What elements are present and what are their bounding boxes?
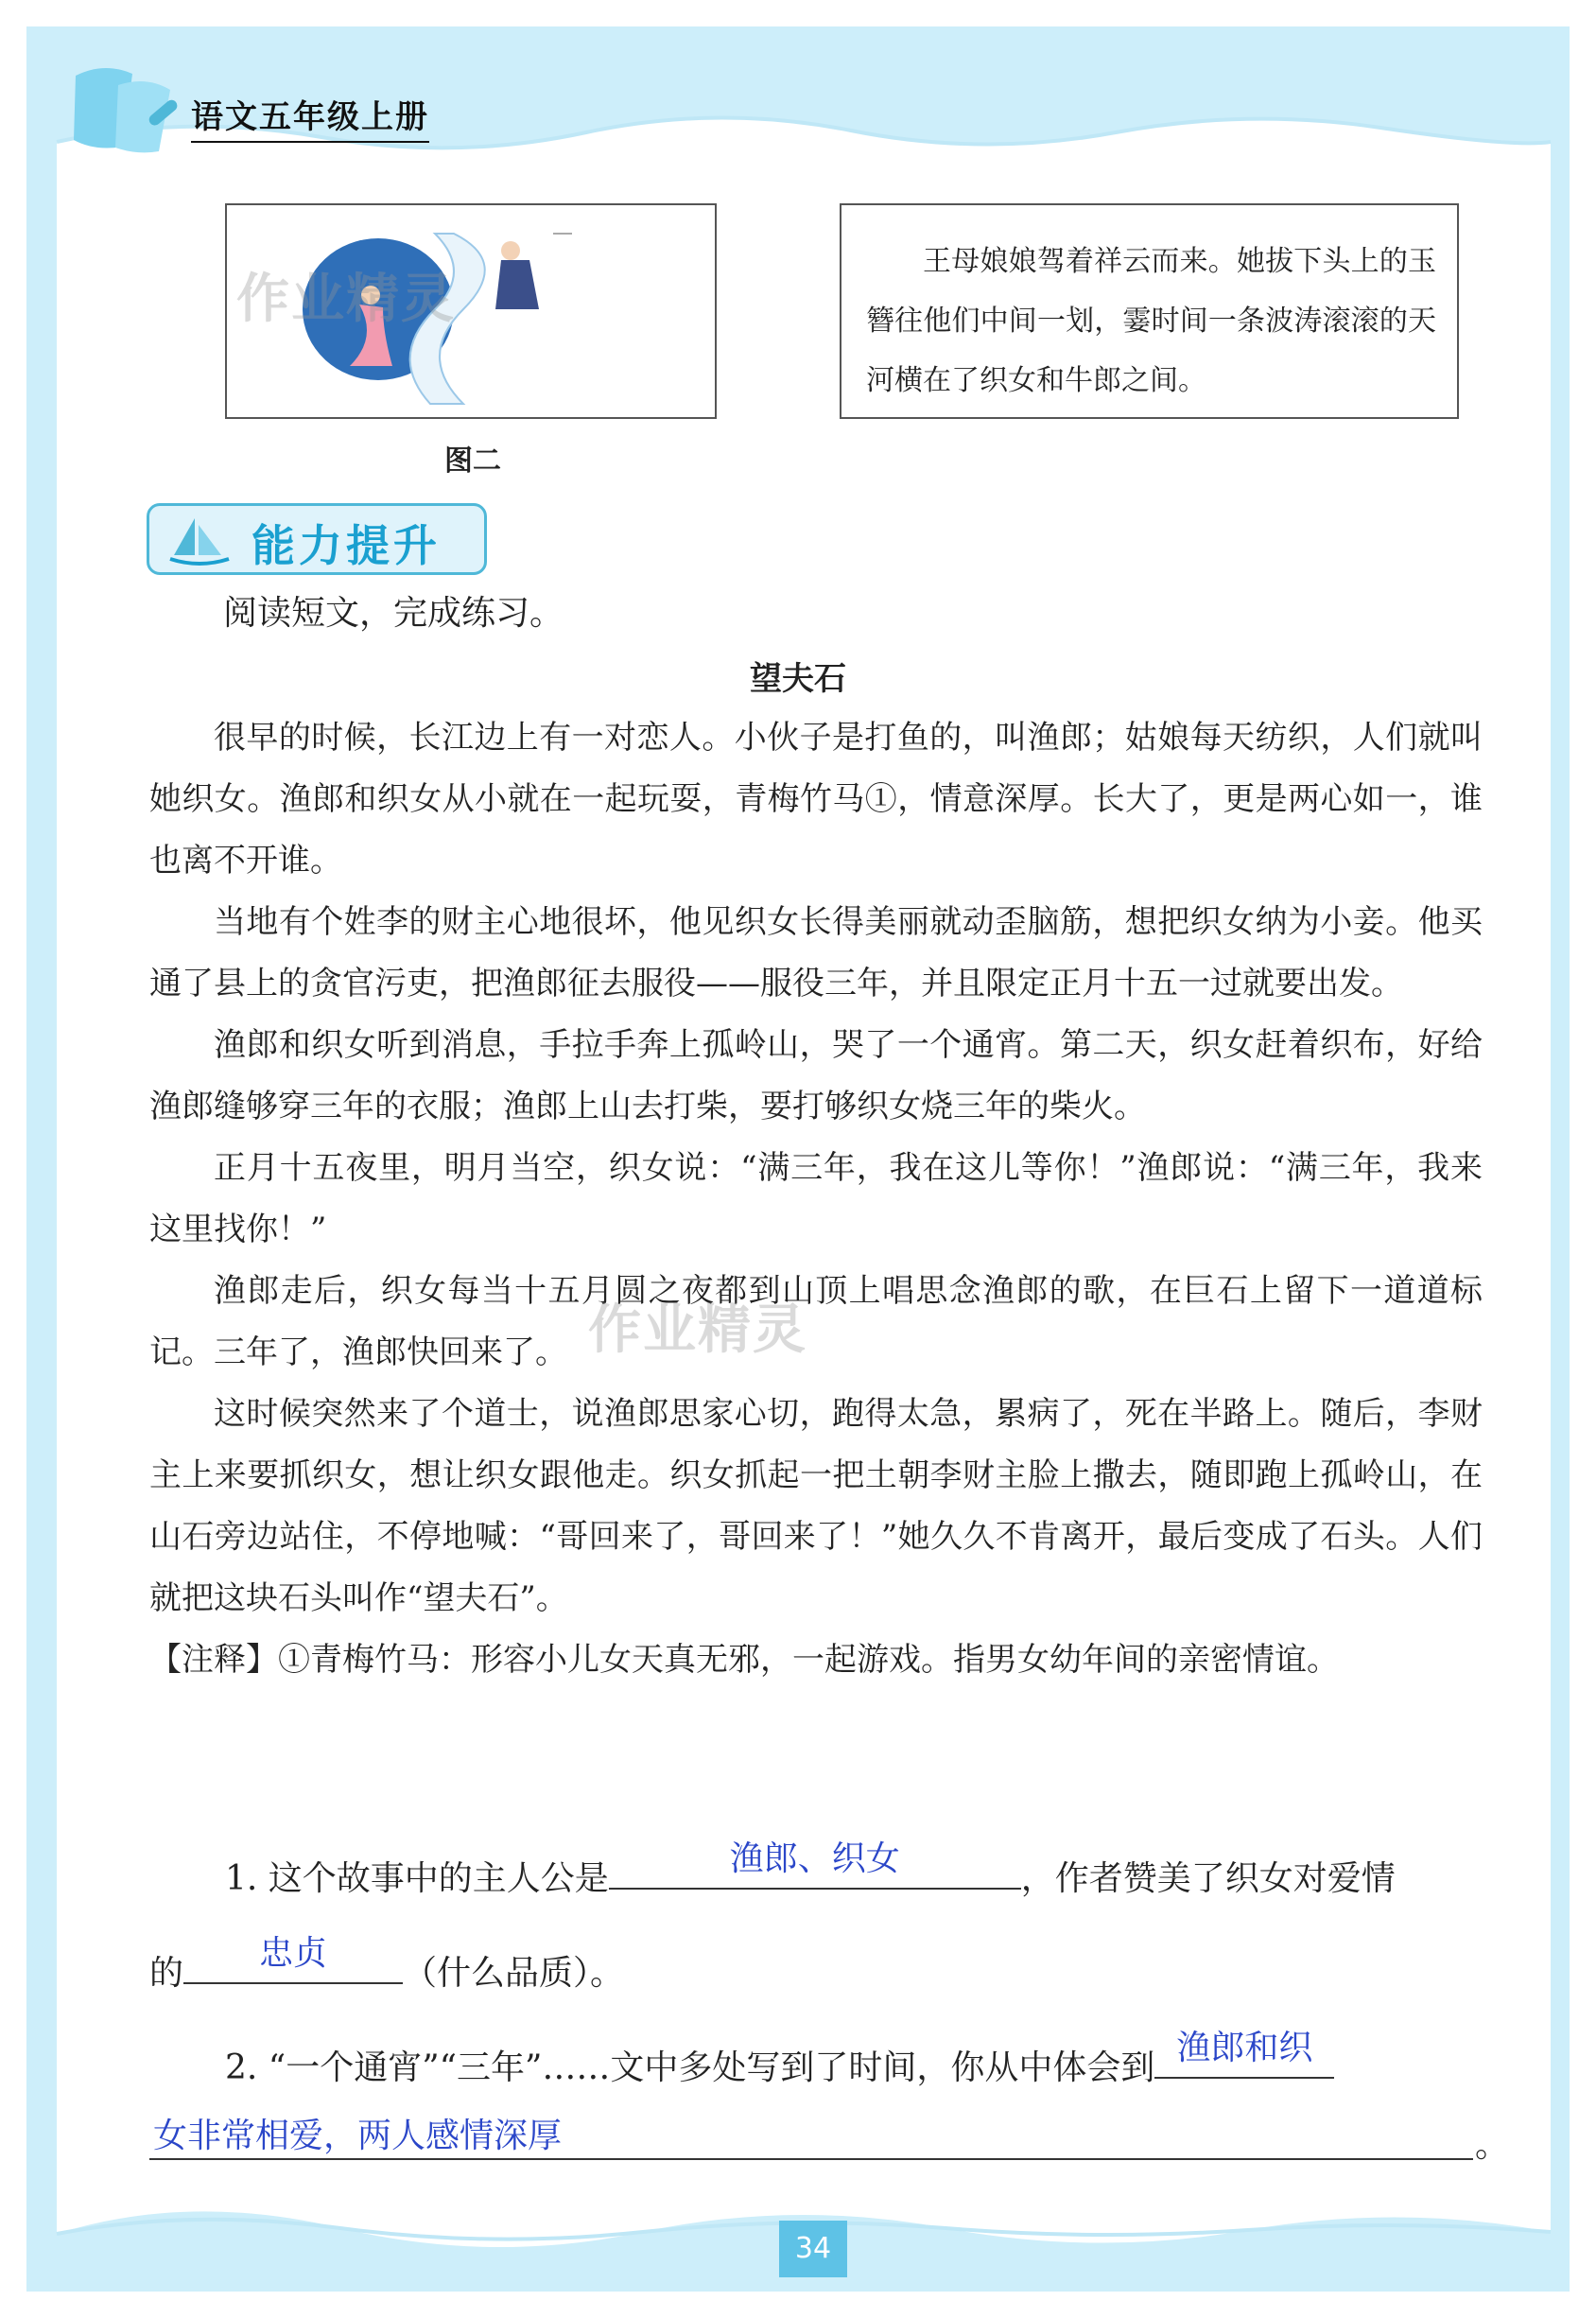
question-1-line-2 [149,1934,625,1995]
answer-protagonists: 渔郎、织女 [729,1839,900,1878]
question-1-middle: ，作者赞美了织女对爱情 [1020,1859,1396,1898]
story-paragraph: 渔郎和织女听到消息，手拉手奔上孤岭山，哭了一个通宵。第二天，织女赶着织布，好给渔郎缝够穿三年的衣服；渔郎上山去打柴，要打够织女烧三年的柴火。 [149,1026,1483,1125]
figure-caption: 图二 [444,444,501,478]
section-banner [147,503,487,575]
story-paragraph: 这时候突然来了个道士，说渔郎思家心切，跑得太急，累病了，死在半路上。随后，李财主上来要抓织女，想让织女跟他走。织女抓起一把土朝李财主脸上撒去，随即跑上孤岭山，在山石旁边站住，不停地喊：“哥回来了，哥回来了！”她久久不肯离开，最后变成了石头。人们就把这块石头叫作“望夫石”。 [149,1395,1483,1617]
book-title: 语文五年级上册 [191,91,429,143]
question-1-line2-prefix: 的 [149,1954,184,1993]
answer-blank-feeling-part2[interactable] [149,2158,1473,2160]
story-paragraph: 渔郎走后，织女每当十五月圆之夜都到山顶上唱思念渔郎的歌，在巨石上留下一道道标记。三年了，渔郎快回来了。 [149,1272,1483,1371]
publisher-logo-icon [66,57,189,161]
answer-blank-quality[interactable] [183,1934,403,1984]
sailboat-icon [166,514,233,570]
story-paragraph: 很早的时候，长江边上有一对恋人。小伙子是打鱼的，叫渔郎；姑娘每天纺织，人们就叫她织女。渔郎和织女从小就在一起玩耍，青梅竹马①，情意深厚。长大了，更是两心如一，谁也离不开谁。 [149,719,1483,880]
question-2-end: 。 [1475,2126,1510,2165]
question-1-prefix: 1. 这个故事中的主人公是 [225,1859,609,1898]
answer-feeling-part1: 渔郎和织 [1176,2029,1313,2067]
answer-blank-protagonists[interactable] [609,1839,1021,1890]
story-paragraph: 正月十五夜里，明月当空，织女说：“满三年，我在这儿等你！”渔郎说：“满三年，我来这里找你！” [149,1149,1483,1248]
question-2-line-1 [225,2029,1334,2089]
question-1-line-1 [225,1839,1396,1900]
illustration-frame [225,203,717,419]
section-title: 能力提升 [252,520,441,571]
answer-quality: 忠贞 [259,1934,328,1973]
story-body [149,707,1483,1691]
story-note: 【注释】①青梅竹马：形容小儿女天真无邪，一起游戏。指男女幼年间的亲密情谊。 [149,1641,1339,1679]
question-2-prefix: 2. “一个通宵”“三年”……文中多处写到了时间，你从中体会到 [225,2048,1155,2087]
story-paragraph: 当地有个姓李的财主心地很坏，他见织女长得美丽就动歪脑筋，想把织女纳为小妾。他买通了县上的贪官污吏，把渔郎征去服役——服役三年，并且限定正月十五一过就要出发。 [149,903,1483,1002]
answer-feeling-part2: 女非常相爱，两人感情深厚 [153,2117,563,2155]
watermark-text: 作业精灵 [588,1299,807,1361]
reading-instruction: 阅读短文，完成练习。 [223,594,564,633]
story-title: 望夫石 [750,660,846,698]
answer-blank-feeling-part1[interactable] [1154,2029,1334,2079]
question-1-suffix: （什么品质）。 [403,1954,625,1993]
figure-text-box: 王母娘娘驾着祥云而来。她拔下头上的玉簪往他们中间一划，霎时间一条波涛滚滚的天河横在了织女和牛郎之间。 [840,203,1459,419]
watermark-text: 作业精灵 [236,269,456,330]
page-number: 34 [779,2221,847,2277]
